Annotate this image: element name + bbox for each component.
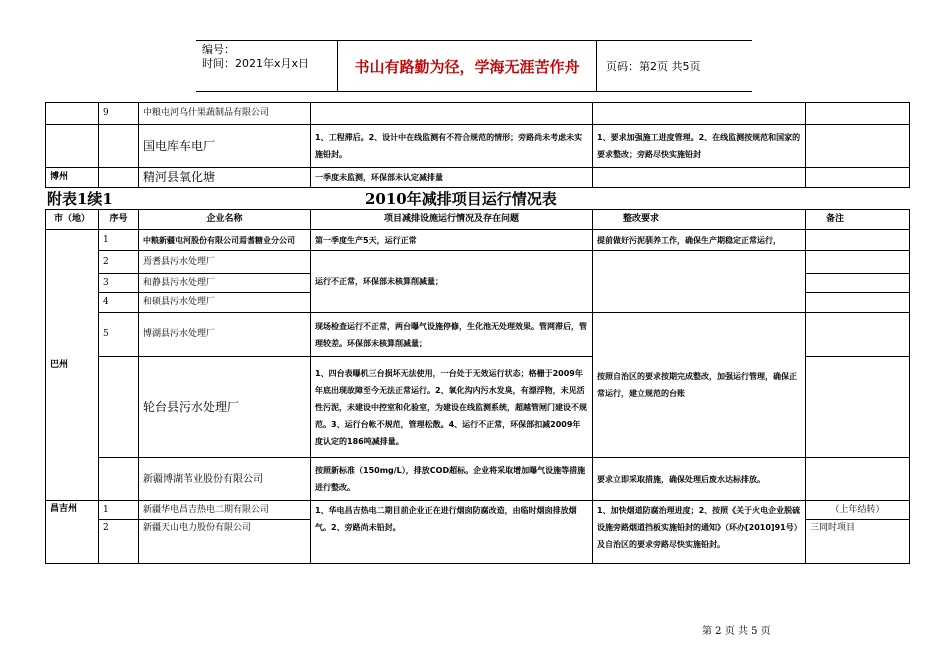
- desc-cell: 现场检查运行不正常，两台曝气设施停修，生化池无处理效果。管网滞后，管理较差。环保部未核算削减量；: [311, 313, 593, 357]
- enterprise-cell: 博湖县污水处理厂: [139, 313, 311, 357]
- seq-cell: 9: [99, 103, 139, 125]
- city-cell: 昌吉州: [46, 501, 99, 564]
- seq-cell: 5: [99, 313, 139, 357]
- col-header-seq: 序号: [99, 210, 139, 230]
- desc-cell: 1、华电昌吉热电二期目前企业正在进行烟囱防腐改造，由临时烟囱排放烟气。2、旁路尚未铅封。: [311, 501, 593, 564]
- req-cell: 1、加快烟道防腐治理进度；2、按照《关于火电企业脱硫设施旁路烟道挡板实施铅封的通知》（环办[2010]91号）及自治区的要求旁路尽快实施铅封。: [593, 501, 806, 564]
- enterprise-cell: 中粮屯河乌什果蔬制品有限公司: [139, 103, 311, 125]
- req-cell: [593, 168, 806, 188]
- note-cell: （上年结转）: [806, 501, 910, 520]
- seq-cell: 2: [99, 520, 139, 564]
- seq-cell: 3: [99, 274, 139, 293]
- req-cell: 提前做好污泥驯养工作，确保生产期稳定正常运行，: [593, 230, 806, 251]
- table-row: [46, 251, 910, 274]
- page-header: [196, 40, 752, 92]
- enterprise-cell: 新疆博湖苇业股份有限公司: [139, 458, 311, 501]
- req-cell: [593, 103, 806, 125]
- col-header-req: 整改要求: [593, 210, 806, 230]
- continuation-table: [45, 102, 910, 188]
- enterprise-cell: 新疆天山电力股份有限公司: [139, 520, 311, 564]
- table-header-row: [46, 210, 910, 230]
- table-row: [46, 125, 910, 168]
- table-row: [46, 230, 910, 251]
- desc-cell: [311, 103, 593, 125]
- col-header-enterprise: 企业名称: [139, 210, 311, 230]
- seq-cell: 4: [99, 293, 139, 313]
- note-cell: 三同时项目: [806, 520, 910, 564]
- desc-cell: 1、工程滞后。2、设计中在线监测有不符合规范的情形；旁路尚未考虑未实施铅封。: [311, 125, 593, 168]
- table-title: 2010年减排项目运行情况表: [365, 190, 557, 208]
- document-time-label: 时间：2021年x月x日: [202, 57, 310, 70]
- enterprise-cell: 和硕县污水处理厂: [139, 293, 311, 313]
- req-cell: 按照自治区的要求按期完成整改，加强运行管理，确保正常运行，建立规范的台账: [593, 313, 806, 458]
- table-row: [46, 313, 910, 357]
- enterprise-cell: 精河县氧化塘: [139, 168, 311, 188]
- col-header-city: 市（地）: [46, 210, 99, 230]
- req-cell: 1、要求加强施工进度管理。2、在线监测按规范和国家的要求整改；旁路尽快实施铅封: [593, 125, 806, 168]
- table-row: [46, 168, 910, 188]
- desc-cell: 按照新标准（150mg/L），排放COD超标。企业将采取增加曝气设施等措施进行整改。: [311, 458, 593, 501]
- document-number-label: 编号：: [202, 43, 235, 56]
- city-cell: 巴州: [46, 230, 99, 501]
- enterprise-cell: 中粮新疆屯河股份有限公司焉耆糖业分公司: [139, 230, 311, 251]
- enterprise-cell: 焉耆县污水处理厂: [139, 251, 311, 274]
- desc-cell: 运行不正常，环保部未核算削减量；: [311, 251, 593, 313]
- seq-cell: 1: [99, 501, 139, 520]
- enterprise-cell: 轮台县污水处理厂: [139, 357, 311, 458]
- table-row: [46, 501, 910, 520]
- req-cell: 要求立即采取措施，确保处理后废水达标排放。: [593, 458, 806, 501]
- enterprise-cell: 新疆华电昌吉热电二期有限公司: [139, 501, 311, 520]
- header-page-label: 页码：第2页 共5页: [606, 60, 701, 73]
- seq-cell: 1: [99, 230, 139, 251]
- appendix-label: 附表1续1: [47, 190, 113, 208]
- header-motto: 书山有路勤为径，学海无涯苦作舟: [338, 41, 597, 91]
- seq-cell: 2: [99, 251, 139, 274]
- desc-cell: 一季度未监测，环保部未认定减排量: [311, 168, 593, 188]
- section-title-line: [45, 186, 909, 208]
- header-meta: [196, 41, 338, 91]
- table-row: [46, 458, 910, 501]
- page-footer: 第 2 页 共 5 页: [702, 626, 771, 637]
- enterprise-cell: 国电库车电厂: [139, 125, 311, 168]
- emission-projects-table: [45, 209, 910, 564]
- req-cell: [593, 251, 806, 313]
- col-header-note: 备注: [806, 210, 910, 230]
- table-row: [46, 103, 910, 125]
- desc-cell: 1、四台表曝机三台损坏无法使用，一台处于无效运行状态；格栅于2009年年底出现故障至今无法正常运行。2、氧化沟内污水发臭，有漂浮物，未见活性污泥，未建设中控室和化验室，为建设在线监测系统，超越管闸门建设不规范。3、运行台帐不规范，管理松散。4、运行不正常，环保部扣减2009年度认定的186吨减排量。: [311, 357, 593, 458]
- desc-cell: 第一季度生产5天，运行正常: [311, 230, 593, 251]
- col-header-desc: 项目减排设施运行情况及存在问题: [311, 210, 593, 230]
- enterprise-cell: 和静县污水处理厂: [139, 274, 311, 293]
- city-cell: 博州: [46, 168, 99, 188]
